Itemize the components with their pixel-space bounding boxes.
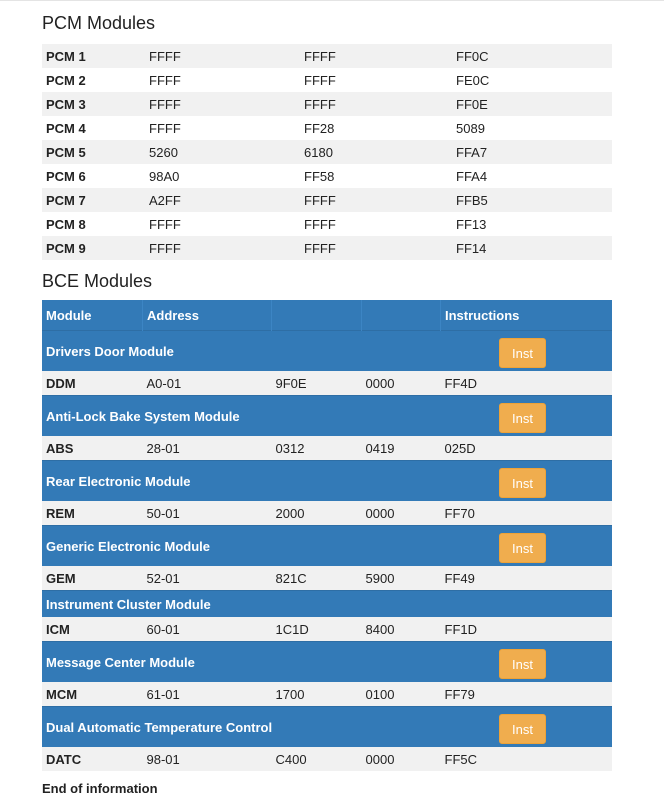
- pcm-row: [42, 44, 612, 68]
- module-data-row: [42, 501, 612, 526]
- module-data-row: [42, 617, 612, 642]
- module-value-cell: 8400: [362, 617, 441, 642]
- pcm-row: [42, 236, 612, 260]
- module-value-cell: 0000: [362, 501, 441, 526]
- module-value-cell: 2000: [272, 501, 362, 526]
- module-name: Rear Electronic Module: [46, 473, 191, 489]
- module-value-cell: 1C1D: [272, 617, 362, 642]
- module-name: Drivers Door Module: [46, 343, 174, 359]
- module-value-cell: 1700: [272, 682, 362, 707]
- inst-button[interactable]: Inst: [499, 649, 546, 679]
- module-name: Dual Automatic Temperature Control: [46, 719, 273, 735]
- pcm-value-cell: FFB5: [452, 188, 612, 212]
- bce-table: [42, 300, 612, 771]
- pcm-name-cell: PCM 7: [42, 188, 145, 212]
- module-value-cell: 025D: [441, 436, 613, 461]
- pcm-value-cell: FFFF: [300, 92, 452, 116]
- pcm-value-cell: FFA7: [452, 140, 612, 164]
- end-of-information: End of information: [42, 781, 158, 796]
- module-abbrev-cell: REM: [42, 501, 143, 526]
- header-instructions: Instructions: [441, 300, 613, 331]
- pcm-name-cell: PCM 9: [42, 236, 145, 260]
- pcm-row: [42, 212, 612, 236]
- pcm-value-cell: FF14: [452, 236, 612, 260]
- module-value-cell: 0419: [362, 436, 441, 461]
- module-group-row: [42, 396, 612, 437]
- pcm-value-cell: FFFF: [300, 44, 452, 68]
- inst-button[interactable]: Inst: [499, 533, 546, 563]
- module-data-row: [42, 566, 612, 591]
- header-address: Address: [143, 300, 272, 331]
- header-module: Module: [42, 300, 143, 331]
- module-value-cell: 5900: [362, 566, 441, 591]
- module-name: Message Center Module: [46, 654, 195, 670]
- module-group-cell: [42, 642, 612, 683]
- inst-button[interactable]: Inst: [499, 714, 546, 744]
- pcm-row: [42, 164, 612, 188]
- module-group-cell: [42, 396, 612, 437]
- module-abbrev-cell: DATC: [42, 747, 143, 771]
- module-value-cell: FF79: [441, 682, 613, 707]
- module-group-cell: [42, 707, 612, 748]
- module-value-cell: 9F0E: [272, 371, 362, 396]
- module-abbrev-cell: GEM: [42, 566, 143, 591]
- inst-button[interactable]: Inst: [499, 468, 546, 498]
- module-value-cell: 61-01: [143, 682, 272, 707]
- pcm-value-cell: 5260: [145, 140, 300, 164]
- top-divider: [0, 0, 664, 1]
- pcm-value-cell: FFFF: [149, 72, 181, 88]
- pcm-value-cell: FF0E: [452, 92, 612, 116]
- pcm-value-cell: FF0C: [452, 44, 612, 68]
- pcm-value-cell: FFFF: [304, 216, 336, 232]
- module-group-cell: [42, 461, 612, 502]
- module-value-cell: FF1D: [441, 617, 613, 642]
- pcm-name-cell: PCM 3: [42, 92, 145, 116]
- module-name: Anti-Lock Bake System Module: [46, 408, 240, 424]
- pcm-value-cell: 6180: [300, 140, 452, 164]
- pcm-value-cell: FFFF: [145, 92, 300, 116]
- module-group-cell: [42, 331, 612, 372]
- pcm-value-cell: FFFF: [300, 236, 452, 260]
- module-value-cell: 0000: [362, 747, 441, 771]
- module-name: Instrument Cluster Module: [46, 596, 211, 612]
- module-group-row: [42, 591, 612, 618]
- module-group-row: [42, 526, 612, 567]
- module-value-cell: 50-01: [143, 501, 272, 526]
- pcm-value-cell: FFFF: [304, 72, 336, 88]
- pcm-value-cell: FE0C: [456, 72, 490, 88]
- module-group-row: [42, 461, 612, 502]
- pcm-name-cell: PCM 1: [42, 44, 145, 68]
- pcm-value-cell: A2FF: [145, 188, 300, 212]
- header-blank-1: [272, 300, 362, 331]
- inst-button[interactable]: Inst: [499, 338, 546, 368]
- module-data-row: [42, 371, 612, 396]
- pcm-row: [42, 92, 612, 116]
- module-value-cell: 28-01: [143, 436, 272, 461]
- pcm-value-cell: FFFF: [145, 236, 300, 260]
- pcm-value-cell: FFA4: [456, 168, 488, 184]
- pcm-name-cell: PCM 4: [46, 120, 86, 136]
- module-data-row: [42, 682, 612, 707]
- module-value-cell: C400: [272, 747, 362, 771]
- module-abbrev-cell: MCM: [42, 682, 143, 707]
- header-blank-2: [362, 300, 441, 331]
- module-value-cell: 0100: [362, 682, 441, 707]
- pcm-row: [42, 68, 612, 92]
- module-group-row: [42, 707, 612, 748]
- pcm-value-cell: FF58: [304, 168, 335, 184]
- pcm-name-cell: PCM 2: [46, 72, 86, 88]
- pcm-name-cell: PCM 8: [46, 216, 86, 232]
- pcm-value-cell: 98A0: [149, 168, 180, 184]
- pcm-value-cell: FFFF: [145, 44, 300, 68]
- module-data-row: [42, 747, 612, 771]
- module-data-row: [42, 436, 612, 461]
- module-value-cell: FF70: [441, 501, 613, 526]
- pcm-section-title: PCM Modules: [42, 13, 156, 33]
- inst-button[interactable]: Inst: [499, 403, 546, 433]
- module-value-cell: FF49: [441, 566, 613, 591]
- pcm-value-cell: FFFF: [300, 188, 452, 212]
- bce-header-row: [42, 300, 612, 331]
- module-group-cell: [42, 526, 612, 567]
- module-value-cell: 0000: [362, 371, 441, 396]
- module-group-row: [42, 642, 612, 683]
- pcm-row: [42, 116, 612, 140]
- pcm-value-cell: FFFF: [149, 120, 181, 136]
- pcm-value-cell: FF13: [456, 216, 487, 232]
- module-value-cell: 821C: [272, 566, 362, 591]
- module-value-cell: A0-01: [143, 371, 272, 396]
- module-value-cell: 98-01: [143, 747, 272, 771]
- module-value-cell: FF4D: [441, 371, 613, 396]
- module-group-row: [42, 331, 612, 372]
- pcm-row: [42, 188, 612, 212]
- pcm-value-cell: FF28: [304, 120, 335, 136]
- module-abbrev-cell: ICM: [42, 617, 143, 642]
- pcm-value-cell: 5089: [456, 120, 485, 136]
- module-group-cell: [42, 591, 612, 618]
- module-abbrev-cell: ABS: [42, 436, 143, 461]
- module-value-cell: FF5C: [441, 747, 613, 771]
- module-value-cell: 60-01: [143, 617, 272, 642]
- module-abbrev-cell: DDM: [42, 371, 143, 396]
- pcm-value-cell: FFFF: [149, 216, 181, 232]
- bce-section-title: BCE Modules: [42, 271, 153, 291]
- module-value-cell: 52-01: [143, 566, 272, 591]
- pcm-name-cell: PCM 6: [46, 168, 86, 184]
- module-name: Generic Electronic Module: [46, 538, 210, 554]
- pcm-row: [42, 140, 612, 164]
- pcm-table: [42, 44, 612, 260]
- pcm-name-cell: PCM 5: [42, 140, 145, 164]
- module-value-cell: 0312: [272, 436, 362, 461]
